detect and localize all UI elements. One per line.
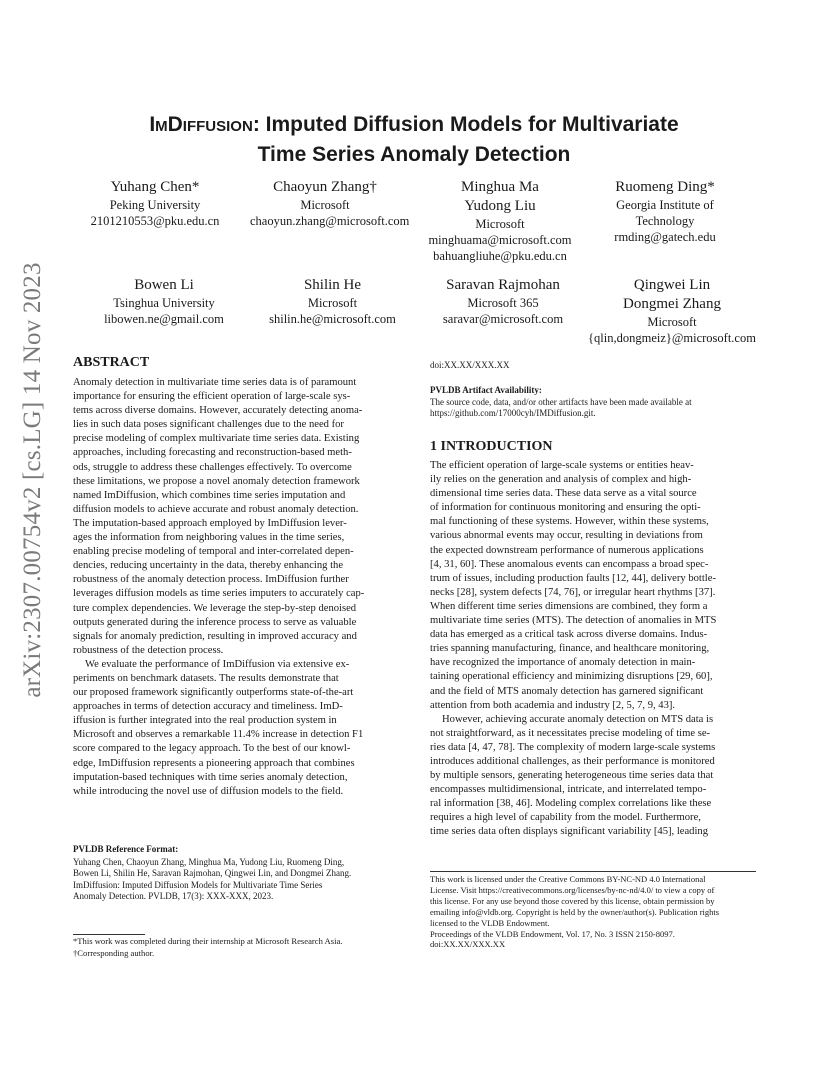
author-affiliation: Microsoft [475, 217, 525, 231]
author-name: Qingwei Lin [633, 277, 711, 293]
footnote-line: *This work was completed during their internship at Microsoft Research Asia. [73, 936, 343, 946]
abstract-line: ture complex dependencies. We leverage the step-by-step denoised [73, 602, 357, 614]
introduction-line: taining operational efficiency and minimizing disruptions [29, 60], [430, 671, 713, 683]
author-affiliation: Microsoft [300, 198, 350, 212]
introduction-line: mal functioning of these systems. However, within these systems, [430, 516, 709, 528]
artifact-body [430, 397, 756, 420]
introduction-line: tries spanning manufacturing, finance, and healthcare monitoring, [430, 643, 710, 655]
author-block [590, 178, 740, 245]
arxiv-sidebar [18, 262, 48, 698]
abstract-line: Microsoft and observes a remarkable 11.4% increase in detection F1 [73, 729, 364, 741]
abstract-line: precise modeling of complex multivariate time series data. Existing [73, 433, 360, 445]
abstract-line: periments on benchmark datasets. The results demonstrate that [73, 672, 339, 684]
author-block [422, 276, 584, 327]
abstract-line: approaches, including forecasting and reconstruction-based meth- [73, 447, 352, 459]
author-name: Bowen Li [134, 277, 194, 293]
reference-format-body [73, 857, 399, 902]
abstract-line: iffusion is further integrated into the real production system in [73, 715, 337, 727]
author-block [80, 276, 248, 327]
abstract-line: score compared to the legacy approach. To the best of our knowl- [73, 743, 351, 755]
reference-line: Anomaly Detection. PVLDB, 17(3): XXX-XXX, 2023. [73, 890, 274, 901]
introduction-heading: 1 INTRODUCTION [430, 439, 553, 454]
reference-line: Yuhang Chen, Chaoyun Zhang, Minghua Ma, Yudong Liu, Ruomeng Ding, [73, 857, 345, 867]
abstract-line: leverages diffusion models as time series imputers to accurately cap- [73, 588, 365, 600]
introduction-line: and the field of MTS anomaly detection has garnered significant [430, 685, 704, 697]
author-affiliation: Tsinghua University [113, 296, 215, 310]
abstract-line: The imputation-based approach employed by ImDiffusion lever- [73, 517, 347, 529]
license-line: License. Visit https://creativecommons.org/licenses/by-nc-nd/4.0/ to view a copy of [430, 884, 715, 895]
author-name: Minghua Ma [461, 179, 539, 195]
introduction-line: necks [28], system defects [74, 76], or irregular heart rhythms [37]. [430, 586, 716, 598]
author-affiliation: Microsoft 365 [467, 296, 539, 310]
author-name: Yuhang Chen* [110, 179, 200, 195]
license-line: this license. For any use beyond those covered by this license, obtain permission by [430, 895, 715, 906]
license-line: This work is licensed under the Creative Commons BY-NC-ND 4.0 International [430, 874, 706, 884]
author-email: 2101210553@pku.edu.cn [90, 214, 220, 228]
introduction-line: requires a high level of capability from the model. Furthermore, [430, 812, 701, 824]
abstract-line: dencies, reducing uncertainty in the data, thereby enhancing the [73, 560, 344, 572]
introduction-line: ral information [38, 46]. Modeling complex correlations like these [430, 798, 712, 810]
author-block [80, 178, 230, 229]
abstract-line: approaches in terms of detection accuracy and timeliness. ImD- [73, 701, 343, 713]
author-affiliation: Technology [635, 214, 695, 228]
abstract-line: We evaluate the performance of ImDiffusion via extensive ex- [85, 658, 350, 670]
title-method-name: ImDiffusion [149, 113, 253, 136]
license-line: licensed to the VLDB Endowment. [430, 917, 550, 928]
abstract-line: lies in such data poses significant challenges due to the need for [73, 419, 344, 431]
title-line-1-rest: : Imputed Diffusion Models for Multivariate [252, 113, 679, 136]
introduction-line: the expected downstream performance of numerous applications [430, 544, 704, 556]
introduction-line: The efficient operation of large-scale systems or entities heav- [430, 460, 694, 471]
introduction-line: attention from both academia and industry [2, 5, 7, 9, 43]. [430, 699, 676, 711]
introduction-line: introduces additional challenges, as their performance is monitored [430, 755, 715, 767]
author-email: shilin.he@microsoft.com [269, 312, 396, 326]
abstract-line: ods, struggle to address these challenges effectively. To overcome [73, 461, 352, 473]
title-line-1 [80, 110, 748, 140]
abstract-paragraph-2 [73, 658, 399, 799]
introduction-line: dimensional time series data. These data serve as a vital source [430, 488, 697, 500]
license-line: doi:XX.XX/XXX.XX [430, 939, 506, 950]
author-email: rmding@gatech.edu [614, 230, 716, 244]
introduction-body [430, 459, 756, 840]
author-name: Ruomeng Ding* [615, 179, 715, 195]
introduction-line: trum of issues, including production faults [12, 44], delivery bottle- [430, 572, 716, 584]
author-email: minghuama@microsoft.com [428, 233, 572, 247]
introduction-line: data has emerged as a critical task across diverse domains. Indus- [430, 629, 708, 641]
author-name: Chaoyun Zhang† [273, 179, 377, 195]
introduction-line: However, achieving accurate anomaly detection on MTS data is [442, 713, 714, 725]
introduction-line: not straightforward, as it necessitates precise modeling of time se- [430, 727, 711, 739]
reference-format-heading: PVLDB Reference Format: [73, 844, 179, 854]
introduction-line: When different time series dimensions are combined, they form a [430, 600, 708, 612]
introduction-line: [4, 31, 60]. These anomalous events can encompass a broad spec- [430, 558, 709, 570]
abstract-line: tems across diverse domains. However, accurately detecting anoma- [73, 405, 363, 417]
license-notice [430, 874, 756, 950]
reference-line: Bowen Li, Shilin He, Saravan Rajmohan, Qingwei Lin, and Dongmei Zhang. [73, 868, 352, 879]
author-block [584, 276, 760, 346]
paper-title [80, 110, 748, 170]
abstract-line: edge, ImDiffusion represents a pioneering approach that combines [73, 757, 355, 769]
author-block [420, 178, 580, 264]
abstract-line: Anomaly detection in multivariate time series data is of paramount [73, 377, 357, 388]
abstract-body [73, 376, 399, 799]
introduction-paragraph-2 [430, 713, 756, 840]
abstract-line: while introducing the novel use of diffusion models to the field. [73, 785, 344, 797]
title-line-2: Time Series Anomaly Detection [257, 143, 571, 166]
license-divider [430, 871, 756, 872]
author-block [250, 276, 415, 327]
author-email: {qlin,dongmeiz}@microsoft.com [588, 331, 756, 345]
introduction-line: ily relies on the generation and analysis of complex and high- [430, 474, 692, 486]
author-name: Dongmei Zhang [623, 296, 721, 312]
abstract-line: our proposed framework significantly outperforms state-of-the-art [73, 687, 354, 699]
footnote-divider [73, 934, 145, 935]
abstract-line: enabling precise modeling of temporal and inter-correlated depen- [73, 546, 354, 558]
license-line: Proceedings of the VLDB Endowment, Vol. 17, No. 3 ISSN 2150-8097. [430, 928, 675, 939]
abstract-line: these limitations, we propose a novel anomaly detection framework [73, 475, 360, 487]
author-name: Shilin He [303, 277, 362, 293]
introduction-line: encompasses multidimensional, intricate, and interrelated tempo- [430, 784, 707, 796]
author-email: chaoyun.zhang@microsoft.com [250, 214, 410, 228]
author-email: bahuangliuhe@pku.edu.cn [433, 249, 567, 263]
introduction-line: ries data [4, 47, 78]. The complexity of modern large-scale systems [430, 741, 716, 753]
abstract-line: outputs generated during the inference process to serve as valuable [73, 616, 357, 628]
footnotes [73, 936, 399, 959]
introduction-line: by multiple sensors, generating heterogeneous time series data that [430, 770, 714, 782]
reference-line: ImDiffusion: Imputed Diffusion Models for Multivariate Time Series [73, 879, 323, 890]
artifact-line: https://github.com/17000cyh/IMDiffusion.git. [430, 408, 596, 419]
abstract-line: diffusion models to achieve accurate and robust anomaly detection. [73, 503, 359, 515]
abstract-line: robustness of the anomaly detection process. ImDiffusion further [73, 574, 349, 586]
author-affiliation: Microsoft [307, 296, 358, 310]
author-affiliation: Peking University [109, 198, 201, 212]
author-email: saravar@microsoft.com [442, 312, 564, 326]
abstract-line: named ImDiffusion, which combines time series imputation and [73, 489, 346, 501]
author-name: Yudong Liu [464, 198, 536, 214]
license-line: emailing info@vldb.org. Copyright is held by the owner/author(s). Publication rights [430, 906, 720, 917]
author-affiliation: Georgia Institute of [616, 198, 714, 212]
abstract-heading: ABSTRACT [73, 355, 150, 370]
author-block [250, 178, 410, 229]
artifact-heading: PVLDB Artifact Availability: [430, 385, 542, 395]
arxiv-identifier: arXiv:2307.00754v2 [cs.LG] 14 Nov 2023 [19, 262, 46, 698]
doi-top: doi:XX.XX/XXX.XX [430, 360, 510, 370]
introduction-line: of information for continuous monitoring and ensuring the opti- [430, 502, 701, 514]
introduction-line: various abnormal events may occur, resulting in deviations from [430, 530, 703, 542]
author-email: libowen.ne@gmail.com [104, 312, 224, 326]
abstract-paragraph-1 [73, 376, 399, 658]
abstract-line: ages the information from neighboring values in the time series, [73, 532, 345, 544]
introduction-line: time series data often displays significant variability [45], leading [430, 826, 709, 838]
author-affiliation: Microsoft [647, 315, 697, 329]
abstract-line: robustness of the detection process. [73, 644, 224, 656]
abstract-line: imputation-based techniques with time series anomaly detection, [73, 771, 348, 783]
introduction-line: have recognized the importance of anomaly detection in main- [430, 657, 696, 669]
footnote-line: †Corresponding author. [73, 947, 155, 958]
abstract-line: signals for anomaly prediction, resulting in improved accuracy and [73, 630, 357, 642]
introduction-paragraph-1 [430, 459, 756, 713]
introduction-line: multivariate time series (MTS). The detection of anomalies in MTS [430, 615, 717, 627]
artifact-line: The source code, data, and/or other artifacts have been made available at [430, 397, 692, 407]
author-name: Saravan Rajmohan [446, 277, 560, 293]
abstract-line: importance for ensuring the efficient operation of large-scale sys- [73, 391, 351, 403]
